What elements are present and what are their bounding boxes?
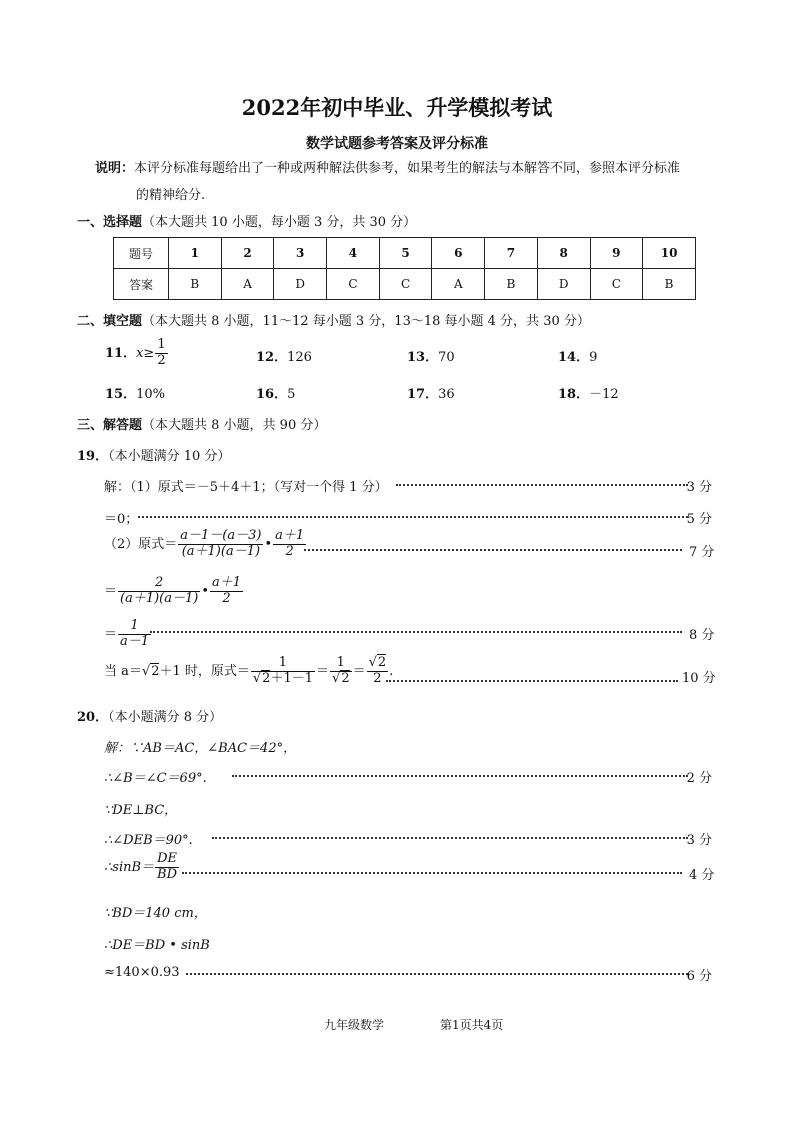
denominator: 2 <box>157 352 166 368</box>
fraction <box>118 576 200 607</box>
denominator: 2 <box>373 670 382 686</box>
table-cell: 10 <box>643 238 696 269</box>
item-number: 14． <box>558 350 590 365</box>
q19-condition: ＋1 时，原式＝ <box>159 663 250 679</box>
equals: ＝ <box>104 626 118 642</box>
numerator: a＋1 <box>212 575 242 590</box>
q19-score: （本小题满分 10 分） <box>108 449 231 464</box>
table-cell: 1 <box>169 238 222 269</box>
dot-leader <box>304 549 682 551</box>
note-line-1 <box>95 157 680 176</box>
section1-desc: （本大题共 10 小题，每小题 3 分，共 30 分） <box>142 215 417 230</box>
dot-leader <box>150 631 682 633</box>
denominator-rest: ＋1－1 <box>270 670 313 686</box>
numerator: DE <box>155 852 179 868</box>
numerator: a＋1 <box>275 528 305 543</box>
numerator: 1 <box>157 337 166 352</box>
table-cell: 6 <box>432 238 485 269</box>
q20-step-5-lead: ∴sinB＝ <box>104 859 155 875</box>
note-text-1: 本评分标准每题给出了一种或两种解法供参考，如果考生的解法与本解答不同，参照本评分标准 <box>134 161 681 176</box>
denominator: BD <box>157 866 178 882</box>
row-label-answer: 答案 <box>114 269 169 300</box>
fill-item-11 <box>105 338 169 369</box>
q19-when: 当 a＝ <box>104 663 142 679</box>
denominator: (a＋1)(a－1) <box>181 543 261 559</box>
q20-step-1: 解：∵AB＝AC，∠BAC＝42°， <box>104 741 297 756</box>
section2-heading: 二、填空题 <box>77 314 143 329</box>
q19-line-3 <box>104 529 307 560</box>
denominator: 2 <box>285 543 294 559</box>
score-mark: 4 分 <box>689 868 715 883</box>
q19-line-2 <box>104 508 712 526</box>
item-number: 12． <box>256 350 288 365</box>
table-cell: D <box>537 269 590 300</box>
dot-leader <box>212 837 688 839</box>
table-cell: C <box>590 269 643 300</box>
fill-item-18 <box>558 383 619 402</box>
item-number: 17． <box>407 387 439 402</box>
sqrt-value: 2 <box>341 670 350 686</box>
q19-line-1 <box>104 476 712 494</box>
fraction <box>178 529 263 560</box>
item-answer: 9 <box>589 350 598 365</box>
fraction <box>210 576 243 607</box>
table-cell: B <box>169 269 222 300</box>
table-cell: B <box>485 269 538 300</box>
table-cell: B <box>643 269 696 300</box>
table-cell: 8 <box>537 238 590 269</box>
table-cell: 3 <box>274 238 327 269</box>
q19-number: 19． <box>77 449 109 464</box>
section3-desc: （本大题共 8 小题，共 90 分） <box>142 418 327 433</box>
item-answer: 70 <box>438 350 455 365</box>
denominator: (a＋1)(a－1) <box>120 590 199 606</box>
numerator: a－1－(a－3) <box>180 528 262 543</box>
q19-step-1: 解：（1）原式＝－5＋4＋1；（写对一个得 1 分） <box>104 480 388 495</box>
score-mark: 8 分 <box>689 628 715 643</box>
denominator: a－1 <box>120 633 150 649</box>
denominator: √2 <box>332 670 350 686</box>
section1-heading: 一、选择题 <box>77 215 143 230</box>
q19-line-5 <box>104 619 152 650</box>
section1-heading-line <box>77 211 416 230</box>
page-title: 2022年初中毕业、升学模拟考试 <box>241 95 553 120</box>
fraction <box>251 656 315 687</box>
dot-leader <box>182 872 682 874</box>
table-cell: 4 <box>327 238 380 269</box>
q20-step-3: ∵DE⊥BC， <box>104 803 178 818</box>
dot-leader <box>232 775 688 777</box>
score-mark: 2 分 <box>686 771 712 786</box>
row-label-question: 题号 <box>114 238 169 269</box>
answer-table <box>113 237 696 300</box>
section2-heading-line <box>77 310 590 329</box>
score-mark: 3 分 <box>686 833 712 848</box>
fraction <box>155 852 179 883</box>
fraction <box>273 529 306 560</box>
score-mark: 3 分 <box>686 480 712 495</box>
table-cell: 7 <box>485 238 538 269</box>
dot-leader <box>386 680 678 682</box>
footer-page-number: 第1页共4页 <box>440 1018 504 1032</box>
item-answer: 36 <box>438 387 455 402</box>
table-row-answers <box>114 269 696 300</box>
note-text-2: 的精神给分. <box>136 188 206 203</box>
q20-step-4: ∴∠DEB＝90°. <box>104 833 193 848</box>
sqrt-value: 2 <box>151 663 160 679</box>
fill-item-12 <box>256 346 312 365</box>
q20-line-2 <box>104 767 712 785</box>
period: . <box>389 663 394 679</box>
fill-item-15 <box>105 383 165 402</box>
page-subtitle: 数学试题参考答案及评分标准 <box>306 136 488 152</box>
fraction <box>330 656 352 687</box>
q20-line-4 <box>104 829 712 847</box>
score-mark: 6 分 <box>686 969 712 984</box>
numerator: 1 <box>330 656 352 672</box>
fill-item-14 <box>558 346 597 365</box>
fill-item-13 <box>407 346 455 365</box>
table-cell: A <box>221 269 274 300</box>
dot-leader <box>138 516 688 518</box>
denominator: 2 <box>222 590 231 606</box>
item-number: 15． <box>105 387 137 402</box>
item-answer: 5 <box>287 387 296 402</box>
item-answer-prefix: x≥ <box>136 345 155 361</box>
equals: ＝ <box>316 663 330 679</box>
q20-step-8: ≈140×0.93 <box>104 965 180 980</box>
item-number: 11． <box>105 345 137 361</box>
item-number: 13． <box>407 350 439 365</box>
table-cell: C <box>327 269 380 300</box>
q20-step-7: ∴DE＝BD • sinB <box>104 938 210 953</box>
numerator: 1 <box>251 656 315 672</box>
score-mark: 10 分 <box>682 671 716 686</box>
table-cell: 5 <box>379 238 432 269</box>
equals: ＝ <box>352 663 366 679</box>
q20-heading-line <box>77 706 222 725</box>
denominator: √2＋1－1 <box>252 670 313 686</box>
numerator: 1 <box>118 619 151 635</box>
q19-step-2: ＝0； <box>104 512 139 527</box>
item-number: 18． <box>558 387 590 402</box>
item-answer: 126 <box>287 350 312 365</box>
sqrt-value: 2 <box>377 655 387 670</box>
fraction <box>367 656 389 687</box>
q20-step-6: ∵BD＝140 cm， <box>104 906 207 921</box>
q20-score: （本小题满分 8 分） <box>108 710 223 725</box>
table-row-questions <box>114 238 696 269</box>
dot-leader <box>396 484 688 486</box>
q19-line-4 <box>104 576 244 607</box>
fill-item-16 <box>256 383 295 402</box>
table-cell: 9 <box>590 238 643 269</box>
equals: ＝ <box>104 583 118 599</box>
numerator: 2 <box>118 576 200 592</box>
q19-step-3-lead: （2）原式＝ <box>104 536 178 552</box>
item-answer: －12 <box>589 387 619 402</box>
dot-leader <box>186 973 688 975</box>
q20-step-2: ∴∠B＝∠C＝69°. <box>104 771 207 786</box>
table-cell: 2 <box>221 238 274 269</box>
table-cell: C <box>379 269 432 300</box>
fill-item-17 <box>407 383 455 402</box>
table-cell: D <box>274 269 327 300</box>
multiply-dot: • <box>264 536 273 552</box>
section3-heading-line <box>77 414 326 433</box>
footer-grade: 九年级数学 <box>324 1018 385 1032</box>
fraction <box>155 338 167 369</box>
item-number: 16． <box>256 387 288 402</box>
q20-line-5 <box>104 852 180 883</box>
q20-line-8 <box>104 965 712 983</box>
note-label: 说明： <box>95 161 135 176</box>
item-answer: 10% <box>136 387 165 402</box>
q19-line-6 <box>104 656 393 687</box>
numerator: √2 <box>368 655 387 670</box>
table-cell: A <box>432 269 485 300</box>
section3-heading: 三、解答题 <box>77 418 143 433</box>
q19-heading-line <box>77 445 230 464</box>
sqrt-sign: √ <box>141 663 151 679</box>
fraction <box>118 619 151 650</box>
section2-desc: （本大题共 8 小题，11～12 每小题 3 分，13～18 每小题 4 分，共 30 分） <box>142 314 590 329</box>
sqrt-value: 2 <box>262 670 271 686</box>
q20-number: 20． <box>77 710 109 725</box>
score-mark: 5 分 <box>686 512 712 527</box>
multiply-dot: • <box>201 583 210 599</box>
score-mark: 7 分 <box>689 545 715 560</box>
